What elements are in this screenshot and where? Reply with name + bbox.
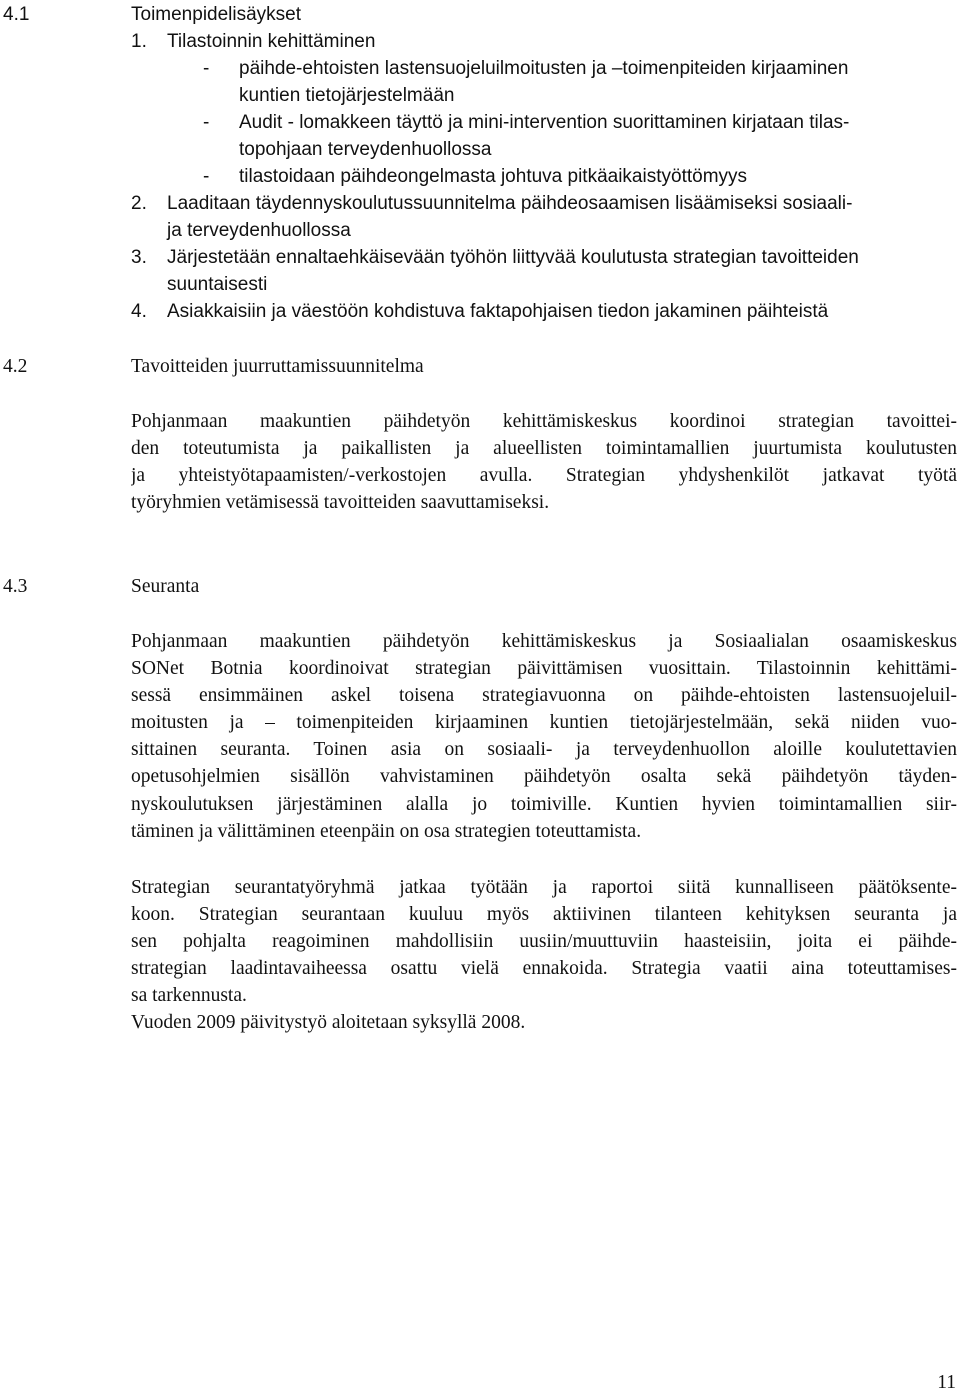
section-title: Toimenpidelisäykset — [131, 4, 302, 25]
section-title: Seuranta — [131, 576, 200, 597]
paragraph-line: ja yhteistyötapaamisten/-verkostojen avulla. Strategian yhdyshenkilöt jatkavat työtä — [131, 465, 957, 487]
section-title: Tavoitteiden juurruttamissuunnitelma — [131, 356, 424, 377]
page-number: 11 — [937, 1372, 956, 1393]
paragraph-line: den toteutumista ja paikallisten ja alueellisten toimintamallien juurtumista koulutusten — [131, 438, 957, 460]
list-item-number: 1. — [131, 31, 147, 52]
paragraph-line: moitusten ja – toimenpiteiden kirjaaminen kuntien tietojärjestelmään, sekä niiden vuo- — [131, 712, 957, 734]
list-item-line: Laaditaan täydennyskoulutussuunnitelma päihdeosaamisen lisäämiseksi sosiaali- — [167, 193, 853, 214]
paragraph-line: Pohjanmaan maakuntien päihdetyön kehittämiskeskus ja Sosiaalialan osaamiskeskus — [131, 631, 957, 652]
body-paragraph — [131, 628, 957, 845]
list-item-number: 2. — [131, 193, 147, 214]
section-number: 4.2 — [3, 356, 28, 377]
list-item-number: 3. — [131, 247, 147, 268]
closing-line: Vuoden 2009 päivitystyö aloitetaan syksyllä 2008. — [131, 1012, 526, 1034]
list-item-line: ja terveydenhuollossa — [167, 220, 351, 241]
paragraph-line: opetusohjelmien sisällön vahvistaminen päihdetyön osalta sekä päihdetyön täyden- — [131, 766, 957, 788]
paragraph-line: sa tarkennusta. — [131, 985, 247, 1007]
paragraph-line: SONet Botnia koordinoivat strategian päivittämisen vuosittain. Tilastoinnin kehittämi- — [131, 658, 957, 680]
paragraph-line: sittainen seuranta. Toinen asia on sosiaali- ja terveydenhuollon aloille koulutettavien — [131, 739, 957, 761]
paragraph-line: Strategian seurantatyöryhmä jatkaa työtään ja raportoi siitä kunnalliseen päätöksente- — [131, 877, 957, 898]
sub-item-line: päihde-ehtoisten lastensuojeluilmoitusten ja –toimenpiteiden kirjaaminen — [239, 58, 849, 79]
sub-item-dash: - — [203, 112, 210, 133]
list-item-text: Tilastoinnin kehittäminen — [167, 31, 376, 52]
paragraph-line: työryhmien vetämisessä tavoitteiden saavuttamiseksi. — [131, 492, 550, 514]
list-item-number: 4. — [131, 301, 147, 322]
paragraph-line: nyskoulutuksen järjestäminen alalla jo toimiville. Kuntien hyvien toimintamallien siir- — [131, 793, 957, 815]
list-item-line: suuntaisesti — [167, 274, 268, 295]
sub-item-dash: - — [203, 166, 210, 187]
paragraph-line: sessä ensimmäinen askel toisena strategiavuonna on päihde-ehtoisten lastensuojeluil- — [131, 685, 957, 707]
paragraph-line: Pohjanmaan maakuntien päihdetyön kehittämiskeskus koordinoi strategian tavoittei- — [131, 411, 957, 432]
list-item-line: Järjestetään ennaltaehkäisevään työhön liittyvää koulutusta strategian tavoitteiden — [167, 247, 859, 268]
paragraph-line: täminen ja välittäminen eteenpäin on osa strategien toteuttamista. — [131, 820, 642, 842]
body-paragraph — [131, 408, 957, 516]
paragraph-line: sen pohjalta reagoiminen mahdollisiin uusiin/muuttuviin haasteisiin, joita ei päihde- — [131, 931, 957, 953]
section-number: 4.1 — [3, 4, 30, 25]
paragraph-line: koon. Strategian seurantaan kuuluu myös aktiivinen tilanteen kehityksen seuranta ja — [131, 904, 957, 926]
list-item-line: Asiakkaisiin ja väestöön kohdistuva faktapohjaisen tiedon jakaminen päihteistä — [167, 301, 829, 322]
sub-item-line: tilastoidaan päihdeongelmasta johtuva pitkäaikaistyöttömyys — [239, 166, 748, 187]
sub-item-dash: - — [203, 58, 210, 79]
sub-item-line: topohjaan terveydenhuollossa — [239, 139, 492, 160]
body-paragraph — [131, 874, 957, 1037]
sub-item-line: kuntien tietojärjestelmään — [239, 85, 455, 106]
sub-item-line: Audit - lomakkeen täyttö ja mini-intervention suorittaminen kirjataan tilas- — [239, 112, 850, 133]
section-number: 4.3 — [3, 576, 28, 597]
paragraph-line: strategian laadintavaiheessa osattu vielä ennakoida. Strategia vaatii aina toteuttamises- — [131, 958, 957, 980]
